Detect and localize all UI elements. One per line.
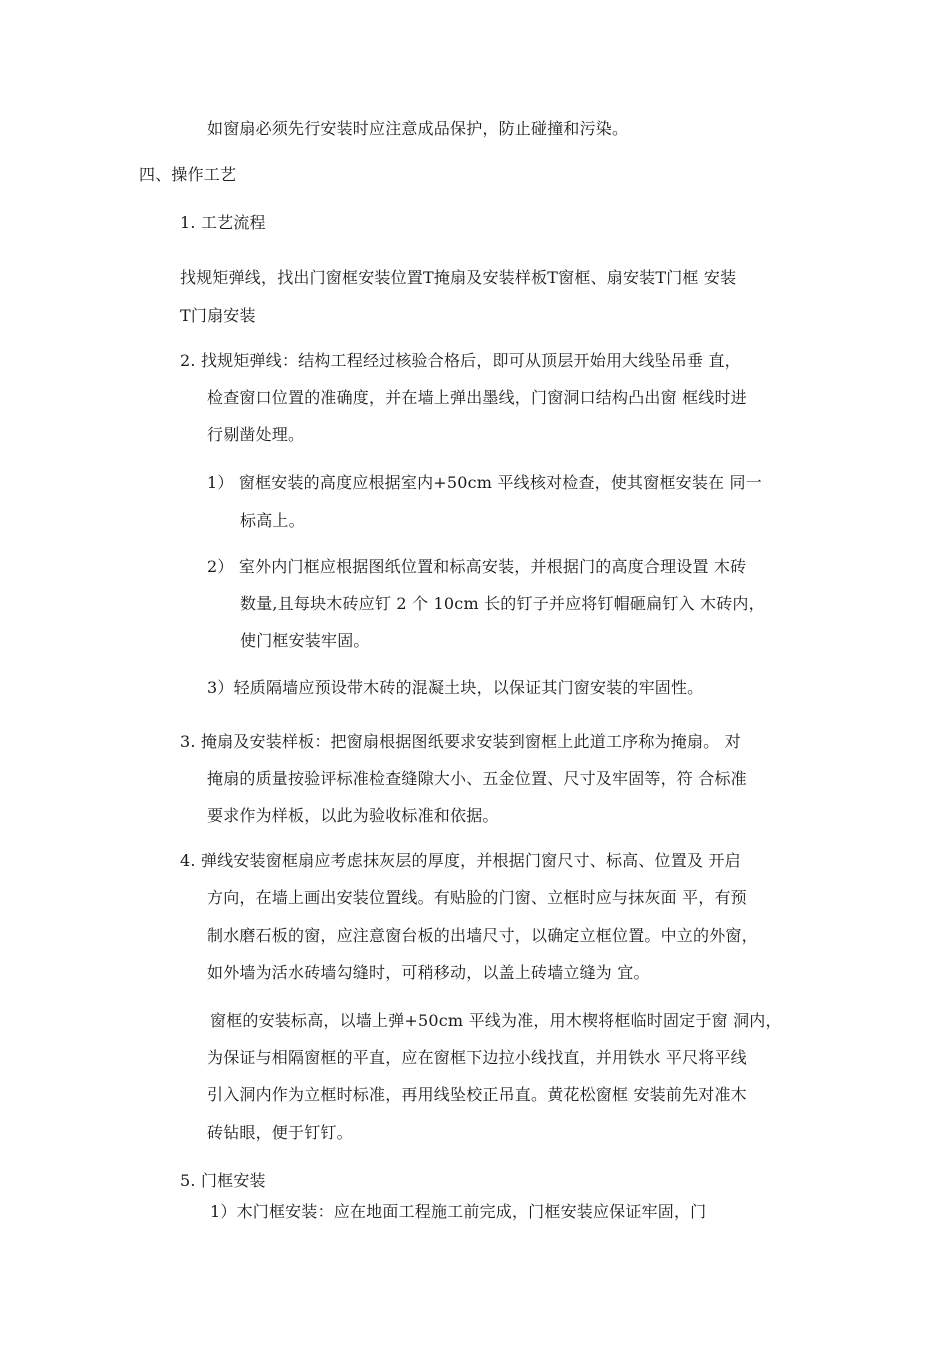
list-item-line: 3）轻质隔墙应预设带木砖的混凝土块，以保证其门窗安装的牢固性。 xyxy=(207,678,704,697)
text-line: 窗框的安装标高，以墙上弹+50cm 平线为准，用木楔将框临时固定于窗 洞内， xyxy=(210,1011,782,1030)
text-line: 使门框安装牢固。 xyxy=(240,631,370,650)
text-line: 标高上。 xyxy=(240,511,305,530)
list-item-line: 1） 窗框安装的高度应根据室内+50cm 平线核对检查，使其窗框安装在 同一 xyxy=(207,473,762,492)
text-line: 为保证与相隔窗框的平直，应在窗框下边拉小线找直，并用铁水 平尺将平线 xyxy=(207,1048,747,1067)
list-item-line: 4. 弹线安装窗框扇应考虑抹灰层的厚度，并根据门窗尺寸、标高、位置及 开启 xyxy=(180,851,741,870)
text-line: 要求作为样板，以此为验收标准和依据。 xyxy=(207,806,499,825)
list-item-line: 2. 找规矩弹线：结构工程经过核验合格后，即可从顶层开始用大线坠吊垂 直， xyxy=(180,351,741,370)
text-line: 制水磨石板的窗，应注意窗台板的出墙尺寸，以确定立框位置。中立的外窗， xyxy=(207,926,758,945)
text-line: 如外墙为活水砖墙勾缝时，可稍移动，以盖上砖墙立缝为 宜。 xyxy=(207,963,650,982)
subsection-heading: 5. 门框安装 xyxy=(180,1171,266,1190)
text-line: 掩扇的质量按验评标准检查缝隙大小、五金位置、尺寸及牢固等，符 合标准 xyxy=(207,769,747,788)
list-item-line: 2） 室外内门框应根据图纸位置和标高安装，并根据门的高度合理设置 木砖 xyxy=(207,557,747,576)
list-item-line: 3. 掩扇及安装样板：把窗扇根据图纸要求安装到窗框上此道工序称为掩扇。 对 xyxy=(180,732,741,751)
text-line: 数量,且每块木砖应钉 2 个 10cm 长的钉子并应将钉帽砸扁钉入 木砖内， xyxy=(240,594,765,613)
text-line: 引入洞内作为立框时标准，再用线坠校正吊直。黄花松窗框 安装前先对准木 xyxy=(207,1085,747,1104)
text-line: 砖钻眼，便于钉钉。 xyxy=(207,1123,353,1142)
text-line: 行剔凿处理。 xyxy=(207,425,305,444)
text-line: 如窗扇必须先行安装时应注意成品保护，防止碰撞和污染。 xyxy=(207,119,629,138)
text-line: 找规矩弹线，找出门窗框安装位置T掩扇及安装样板T窗框、扇安装T门框 安装 xyxy=(180,268,737,287)
section-heading: 四、操作工艺 xyxy=(139,165,237,184)
list-item-line: 1）木门框安装：应在地面工程施工前完成，门框安装应保证牢固，门 xyxy=(210,1202,707,1221)
text-line: 方向，在墙上画出安装位置线。有贴脸的门窗、立框时应与抹灰面 平，有预 xyxy=(207,888,747,907)
subsection-heading: 1. 工艺流程 xyxy=(180,213,266,232)
text-line: T门扇安装 xyxy=(180,306,256,325)
text-line: 检查窗口位置的准确度，并在墙上弹出墨线，门窗洞口结构凸出窗 框线时进 xyxy=(207,388,747,407)
